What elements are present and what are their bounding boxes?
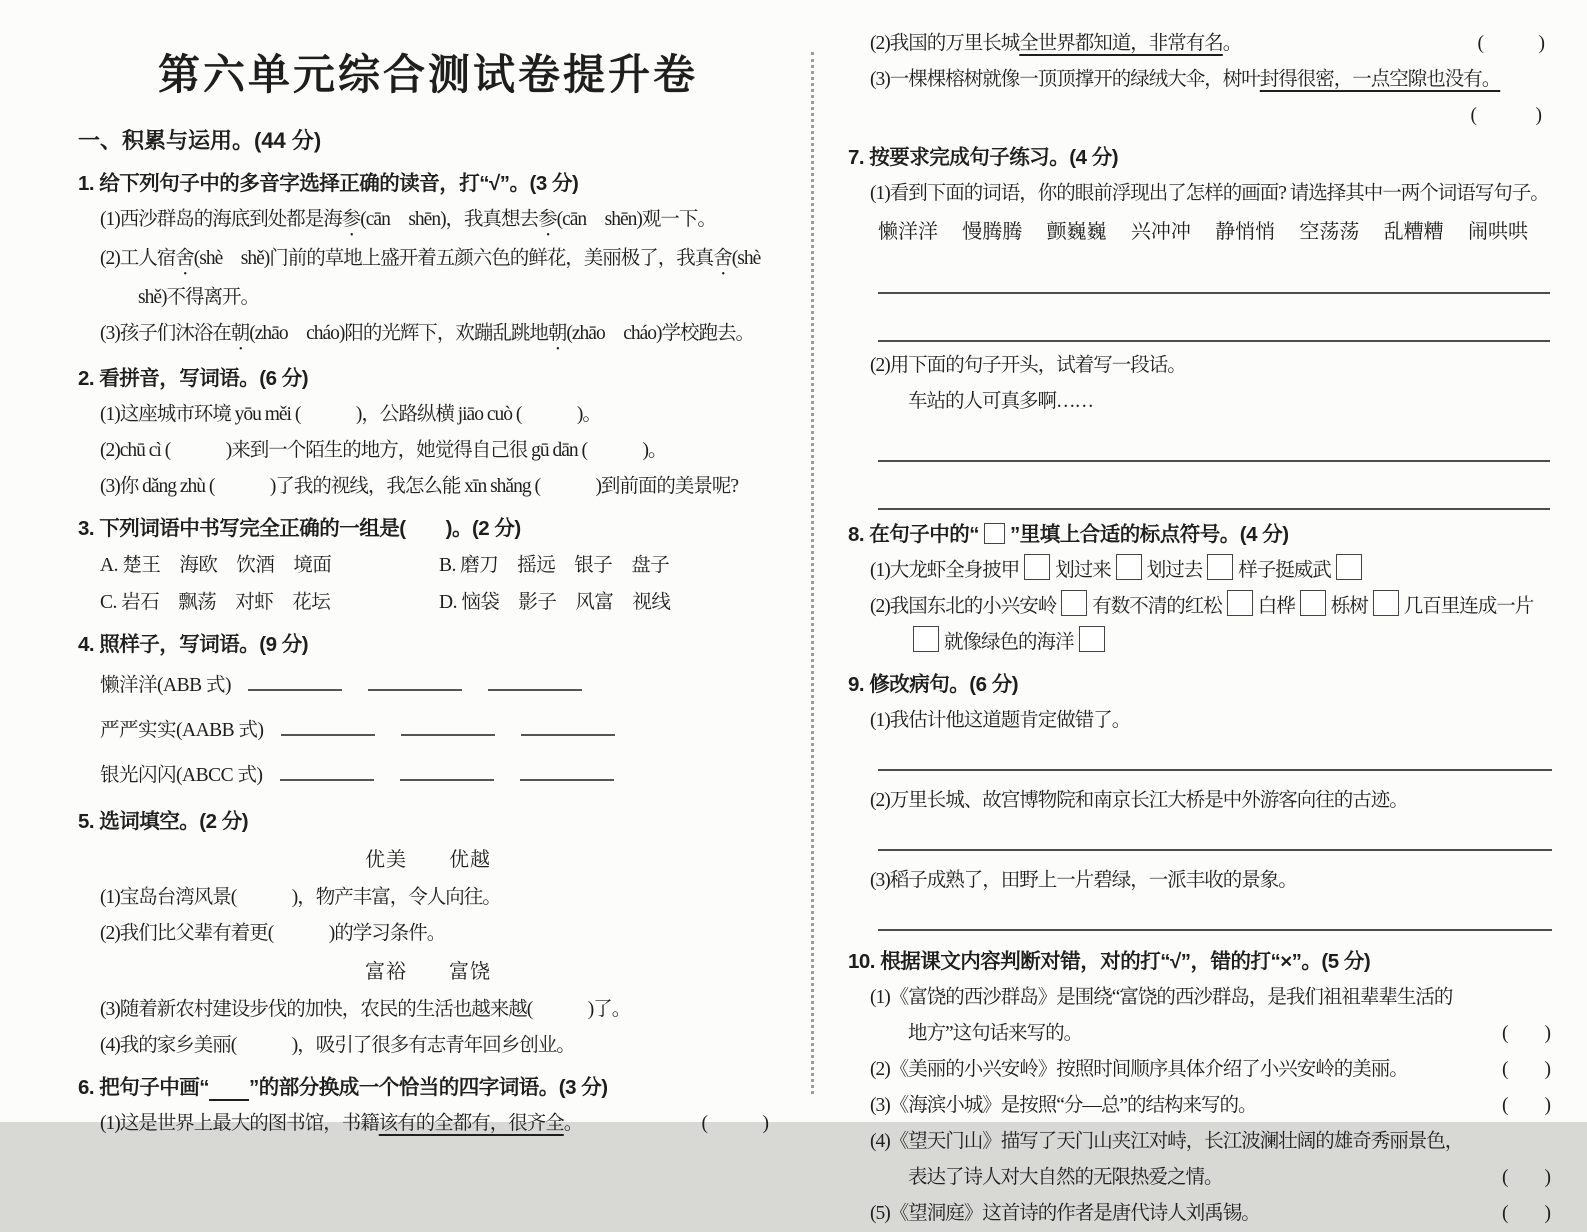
q4-row-abcc [78, 753, 778, 798]
q3-option-a: A. 楚王 海欧 饮酒 境面 [100, 555, 332, 576]
q4-label-abcc: 银光闪闪(ABCC 式) [100, 765, 263, 786]
q6-stem: 6. 把句子中画“ ”的部分换成一个恰当的四字词语。(3 分) [78, 1076, 608, 1099]
q7-answer-line [878, 300, 1550, 342]
q2-item-3: (3)你 dǎng zhù ( )了我的视线，我怎么能 xīn shǎng ( )到前面的美景呢? [100, 476, 739, 497]
section-1-heading: 一、积累与运用。(44 分) [78, 128, 322, 153]
q5-item-2: (2)我们比父辈有着更( )的学习条件。 [100, 923, 446, 944]
q7-word-1: 懒洋洋 [878, 221, 938, 243]
q7-word-bank [848, 212, 1554, 252]
q8-stem: 8. 在句子中的“ ”里填上合适的标点符号。(4 分) [848, 523, 1289, 546]
q8-item-2: (2)我国东北的小兴安岭 有数不清的红松 白桦 栎树 几百里连成一片就像绿色的海洋 [848, 589, 1554, 661]
q10-item-1-text: (1)《富饶的西沙群岛》是围绕“富饶的西沙群岛，是我们祖祖辈辈生活的地方”这句话来写的。 [870, 987, 1453, 1044]
q4-blank [488, 665, 582, 691]
q3-option-d: D. 恼袋 影子 风富 视线 [439, 592, 671, 613]
q3-options-row-1 [78, 547, 778, 584]
q5-word-bank-2: 富裕 富饶 [365, 961, 491, 983]
q9-answer-line [878, 819, 1552, 851]
q7-word-2: 慢腾腾 [962, 221, 1023, 243]
q1-stem: 1. 给下列句子中的多音字选择正确的读音，打“√”。(3 分) [78, 172, 579, 195]
q5-item-1: (1)宝岛台湾风景( )，物产丰富，令人向往。 [100, 887, 501, 908]
q1-item-3: (3)孩子们沐浴在朝(zhāo cháo)阳的光辉下，欢蹦乱跳地朝(zhāo cháo)学校跑去。 [100, 323, 754, 344]
q10-item-5-answer-paren: ( ) [1502, 1203, 1550, 1224]
q10-item-3-answer-paren: ( ) [1502, 1095, 1550, 1116]
q3-option-b: B. 磨刀 摇远 银子 盘子 [439, 555, 670, 576]
q2-item-2: (2)chū cì ( )来到一个陌生的地方，她觉得自己很 gū dān ( )。 [100, 440, 667, 461]
q5-item-4: (4)我的家乡美丽( )，吸引了很多有志青年回乡创业。 [100, 1035, 575, 1056]
q6-item-3: (3)一棵棵榕树就像一顶顶撑开的绿绒大伞，树叶封得很密，一点空隙也没有。 [870, 69, 1501, 90]
q9-item-1: (1)我估计他这道题肯定做错了。 [870, 710, 1131, 731]
q6-item-2 [848, 26, 1554, 62]
q9-answer-line [878, 899, 1552, 931]
q10-item-3 [848, 1088, 1554, 1124]
q6-item-3-answer-paren: ( ) [1470, 105, 1542, 126]
q7-word-3: 颤巍巍 [1046, 221, 1107, 243]
q7-answer-line [878, 252, 1550, 294]
q10-item-5 [848, 1196, 1554, 1232]
q5-stem: 5. 选词填空。(2 分) [78, 810, 249, 833]
q5-word-bank-1: 优美 优越 [365, 849, 491, 871]
page-title: 第六单元综合测试卷提升卷 [157, 53, 698, 99]
q10-item-1 [848, 980, 1554, 1052]
q4-stem: 4. 照样子，写词语。(9 分) [78, 633, 309, 656]
q7-word-4: 兴冲冲 [1130, 221, 1191, 243]
q7-word-5: 静悄悄 [1215, 221, 1276, 243]
q6-item-2-answer-paren: ( ) [1477, 33, 1544, 54]
q2-item-1: (1)这座城市环境 yōu měi ( )，公路纵横 jiāo cuò ( )。 [100, 404, 601, 425]
q1-item-2: (2)工人宿舍(shè shě)门前的草地上盛开着五颜六色的鲜花，美丽极了，我真舍(shè shě)不得离开。 [100, 248, 779, 308]
q6-item-1-text: (1)这是世界上最大的图书馆，书籍该有的全都有，很齐全。 [100, 1113, 583, 1134]
q10-stem: 10. 根据课文内容判断对错，对的打“√”，错的打“×”。(5 分) [848, 950, 1371, 973]
q7-word-6: 空荡荡 [1299, 221, 1360, 243]
q4-blank [368, 665, 462, 691]
q7-answer-line [878, 468, 1550, 510]
q4-label-abb: 懒洋洋(ABB 式) [100, 675, 231, 696]
q10-item-1-answer-paren: ( ) [1502, 1023, 1550, 1044]
q7-item-1: (1)看到下面的词语，你的眼前浮现出了怎样的画面? 请选择其中一两个词语写句子。 [870, 183, 1549, 204]
q10-item-4 [848, 1124, 1554, 1196]
q5-item-3: (3)随着新农村建设步伐的加快，农民的生活也越来越( )了。 [100, 999, 631, 1020]
q6-item-2-text: (2)我国的万里长城全世界都知道，非常有名。 [870, 33, 1242, 54]
q7-sentence-starter: 车站的人可真多啊…… [908, 391, 1094, 412]
q4-row-aabb [78, 708, 778, 753]
q6-item-1-answer-paren: ( ) [701, 1113, 768, 1134]
q8-item-1: (1)大龙虾全身披甲 划过来 划过去 样子挺威武 [848, 553, 1554, 589]
q4-blank [248, 665, 342, 691]
q10-item-4-answer-paren: ( ) [1502, 1167, 1550, 1188]
q3-option-c: C. 岩石 飘荡 对虾 花坛 [100, 592, 331, 613]
column-divider [811, 52, 814, 1094]
left-column [78, 0, 778, 1142]
q10-item-2 [848, 1052, 1554, 1088]
q9-item-3: (3)稻子成熟了，田野上一片碧绿，一派丰收的景象。 [870, 870, 1297, 891]
q10-item-2-answer-paren: ( ) [1502, 1059, 1550, 1080]
q4-blank [280, 755, 374, 781]
q4-blank [400, 755, 494, 781]
q10-item-2-text: (2)《美丽的小兴安岭》按照时间顺序具体介绍了小兴安岭的美丽。 [870, 1059, 1408, 1080]
q4-blank [521, 710, 615, 736]
q7-word-7: 乱糟糟 [1383, 221, 1444, 243]
q4-blank [520, 755, 614, 781]
q4-blank [401, 710, 495, 736]
q10-item-4-text: (4)《望天门山》描写了天门山夹江对峙，长江波澜壮阔的雄奇秀丽景色，表达了诗人对大自然的无限热爱之情。 [870, 1131, 1464, 1188]
q9-answer-line [878, 739, 1552, 771]
q3-options-row-2 [78, 584, 778, 621]
q10-item-3-text: (3)《海滨小城》是按照“分—总”的结构来写的。 [870, 1095, 1257, 1116]
q7-word-8: 闹哄哄 [1467, 221, 1528, 243]
q4-blank [281, 710, 375, 736]
q9-item-2: (2)万里长城、故宫博物院和南京长江大桥是中外游客向往的古迹。 [870, 790, 1408, 811]
right-column [848, 0, 1554, 1232]
q7-answer-line [878, 420, 1550, 462]
q2-stem: 2. 看拼音，写词语。(6 分) [78, 367, 309, 390]
q4-label-aabb: 严严实实(AABB 式) [100, 720, 264, 741]
q9-stem: 9. 修改病句。(6 分) [848, 673, 1019, 696]
q6-item-1 [78, 1106, 778, 1142]
q7-item-2: (2)用下面的句子开头，试着写一段话。 [870, 355, 1186, 376]
q1-item-1: (1)西沙群岛的海底到处都是海参(cān shēn)，我真想去参(cān shēn)观一下。 [100, 209, 716, 230]
q7-stem: 7. 按要求完成句子练习。(4 分) [848, 146, 1119, 169]
q10-item-5-text: (5)《望洞庭》这首诗的作者是唐代诗人刘禹锡。 [870, 1203, 1260, 1224]
q4-row-abb [78, 663, 778, 708]
q3-stem: 3. 下列词语中书写完全正确的一组是( )。(2 分) [78, 517, 521, 540]
